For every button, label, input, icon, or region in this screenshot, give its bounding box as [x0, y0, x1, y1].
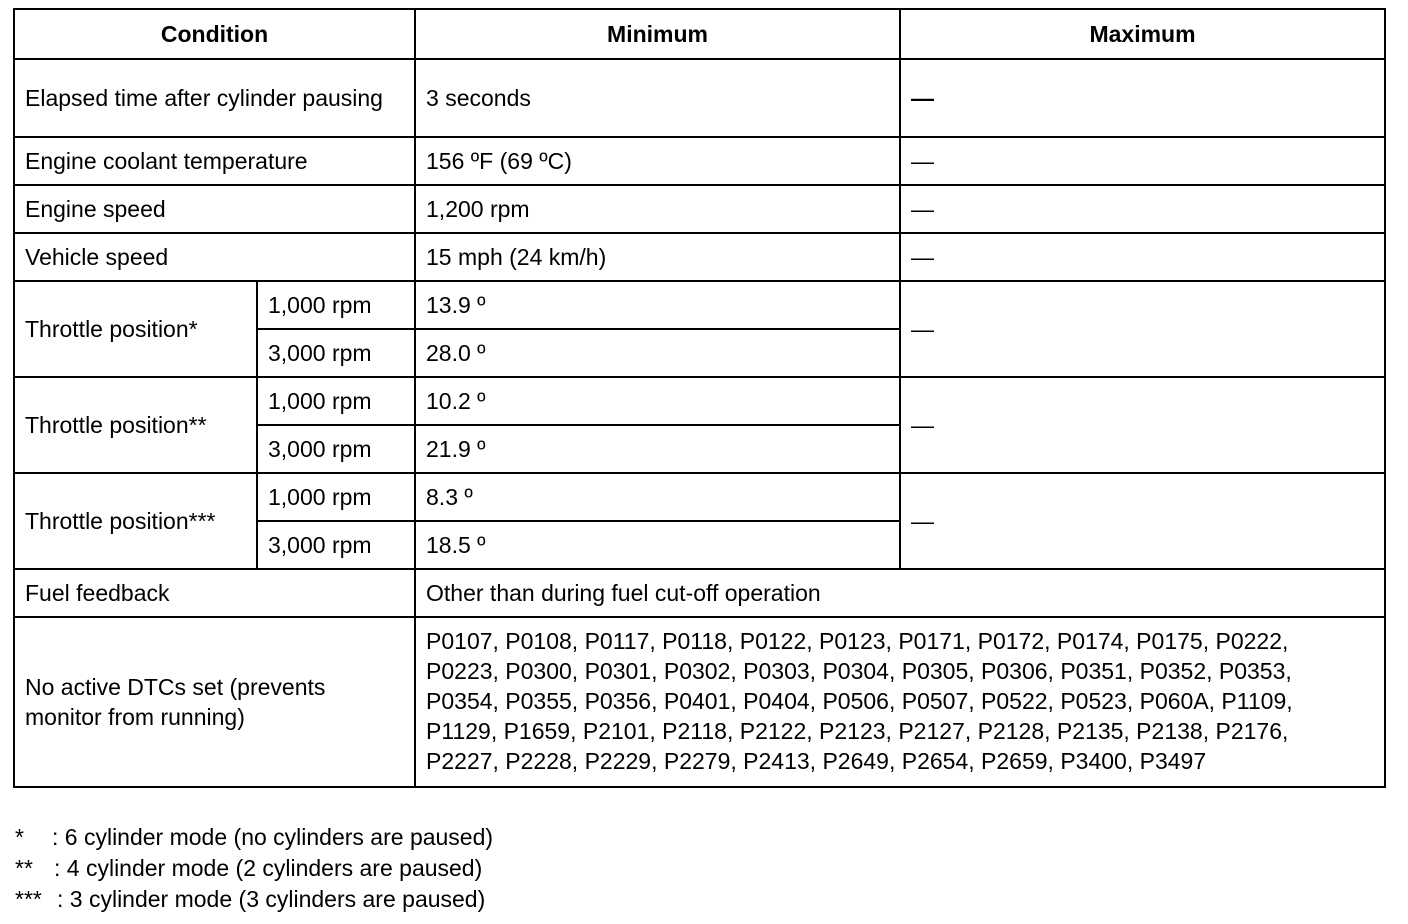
rpm-label: 1,000 rpm	[257, 281, 415, 329]
rpm-label: 3,000 rpm	[257, 521, 415, 569]
header-condition: Condition	[14, 9, 415, 59]
condition-label: No active DTCs set (prevents monitor from running)	[14, 617, 415, 787]
rpm-label: 3,000 rpm	[257, 329, 415, 377]
dtc-list	[415, 617, 1385, 787]
dtc-line: P1129, P1659, P2101, P2118, P2122, P2123, P2127, P2128, P2135, P2138, P2176,	[426, 718, 1289, 744]
condition-label: Fuel feedback	[14, 569, 415, 617]
maximum-value: —	[900, 377, 1385, 473]
table-row	[14, 569, 1385, 617]
minimum-value: 18.5 º	[415, 521, 900, 569]
maximum-value: —	[900, 281, 1385, 377]
condition-label: Throttle position**	[14, 377, 257, 473]
header-maximum: Maximum	[900, 9, 1385, 59]
footnote	[15, 822, 493, 853]
condition-label: Throttle position***	[14, 473, 257, 569]
condition-label: Elapsed time after cylinder pausing	[14, 59, 415, 137]
condition-label: Throttle position*	[14, 281, 257, 377]
minimum-value: 8.3 º	[415, 473, 900, 521]
table-row	[14, 59, 1385, 137]
table-row	[14, 233, 1385, 281]
footnote-text: : 3 cylinder mode (3 cylinders are paused)	[57, 886, 486, 912]
footnote-mark: *	[15, 824, 24, 850]
rpm-label: 1,000 rpm	[257, 377, 415, 425]
footnote	[15, 853, 493, 884]
maximum-value: —	[900, 185, 1385, 233]
table-row	[14, 617, 1385, 787]
header-row	[14, 9, 1385, 59]
minimum-value: 10.2 º	[415, 377, 900, 425]
condition-label: Engine coolant temperature	[14, 137, 415, 185]
table-row	[14, 281, 1385, 329]
footnote-mark: **	[15, 855, 33, 881]
minimum-value: 3 seconds	[415, 59, 900, 137]
header-minimum: Minimum	[415, 9, 900, 59]
dtc-line: P0354, P0355, P0356, P0401, P0404, P0506, P0507, P0522, P0523, P060A, P1109,	[426, 688, 1293, 714]
maximum-value: —	[900, 137, 1385, 185]
table-row	[14, 137, 1385, 185]
minimum-value: 1,200 rpm	[415, 185, 900, 233]
table-row	[14, 185, 1385, 233]
minimum-value: 21.9 º	[415, 425, 900, 473]
fuel-feedback-value: Other than during fuel cut-off operation	[415, 569, 1385, 617]
rpm-label: 3,000 rpm	[257, 425, 415, 473]
condition-label: Vehicle speed	[14, 233, 415, 281]
maximum-value: —	[900, 473, 1385, 569]
footnote-text: : 4 cylinder mode (2 cylinders are paused)	[54, 855, 483, 881]
footnote-mark: ***	[15, 886, 42, 912]
maximum-value: —	[900, 233, 1385, 281]
condition-label: Engine speed	[14, 185, 415, 233]
minimum-value: 15 mph (24 km/h)	[415, 233, 900, 281]
footnotes	[15, 822, 493, 915]
rpm-label: 1,000 rpm	[257, 473, 415, 521]
minimum-value: 13.9 º	[415, 281, 900, 329]
dtc-line: P2227, P2228, P2229, P2279, P2413, P2649, P2654, P2659, P3400, P3497	[426, 748, 1207, 774]
minimum-value: 28.0 º	[415, 329, 900, 377]
conditions-table	[13, 8, 1386, 788]
dtc-line: P0107, P0108, P0117, P0118, P0122, P0123, P0171, P0172, P0174, P0175, P0222,	[426, 628, 1289, 654]
dtc-line: P0223, P0300, P0301, P0302, P0303, P0304, P0305, P0306, P0351, P0352, P0353,	[426, 658, 1292, 684]
footnote	[15, 884, 493, 915]
table-row	[14, 473, 1385, 521]
minimum-value: 156 ºF (69 ºC)	[415, 137, 900, 185]
footnote-text: : 6 cylinder mode (no cylinders are paused)	[52, 824, 494, 850]
maximum-value: —	[900, 59, 1385, 137]
table-row	[14, 377, 1385, 425]
